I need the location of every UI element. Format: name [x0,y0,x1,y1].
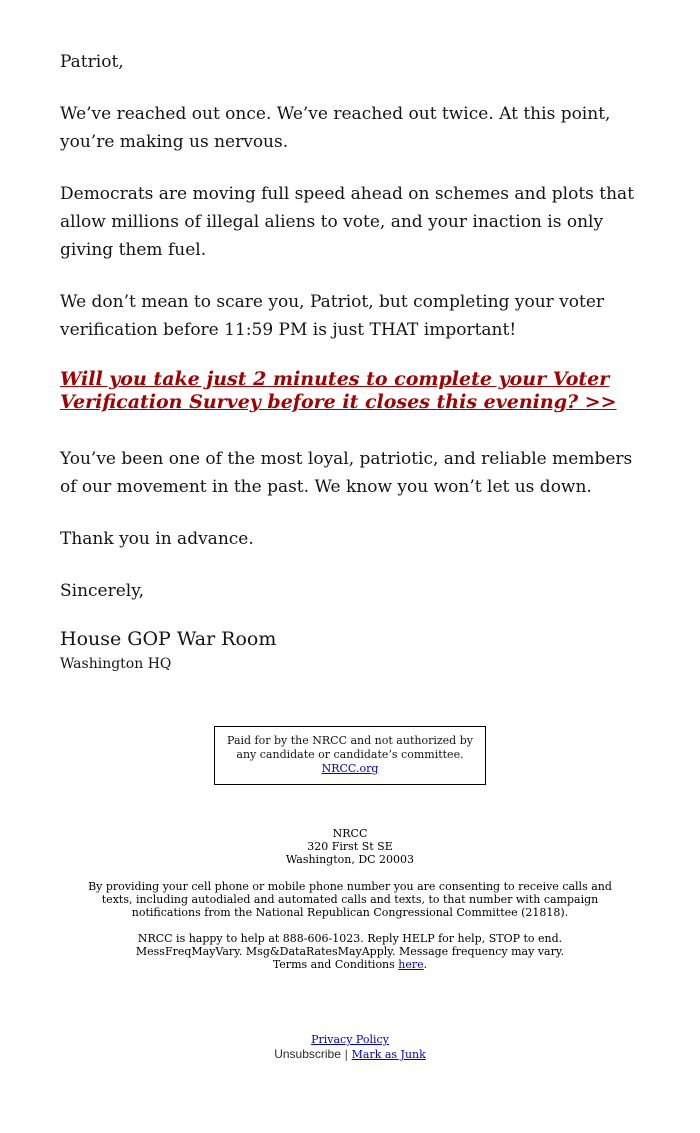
terms-and-conditions-link[interactable]: here [398,958,424,971]
paragraph-3: We don’t mean to scare you, Patriot, but completing your voter verification before 11:59 PM is just THAT important! [60,292,605,340]
privacy-row [0,1033,700,1046]
mark-as-junk-link[interactable]: Mark as Junk [351,1048,426,1061]
footer-address-city: Washington, DC 20003 [285,853,415,866]
paid-for-text: Paid for by the NRCC and not authorized by any candidate or candidate’s committee. [227,734,473,761]
sms-help-text [119,932,581,971]
paragraph-thanks: Thank you in advance. [60,529,254,549]
help-text-period: . [423,958,428,971]
footer-address-street: 320 First St SE [307,840,393,853]
nrcc-org-link[interactable]: NRCC.org [321,762,379,775]
voter-verification-survey-link[interactable]: Will you take just 2 minutes to complete your Voter Verification Survey before it closes this evening? >> [60,368,617,413]
help-text-body: NRCC is happy to help at 888-606-1023. Reply HELP for help, STOP to end. MessFreqMayVary. Msg&DataRatesMayApply. Message frequency may vary. Terms and Conditions [135,932,565,971]
paragraph-1: We’ve reached out once. We’ve reached out twice. At this point, you’re making us nervous. [60,104,611,152]
privacy-policy-link[interactable]: Privacy Policy [311,1033,389,1046]
paragraph-4: You’ve been one of the most loyal, patriotic, and reliable members of our movement in the past. We know you won’t let us down. [60,449,633,497]
unsubscribe-row [0,1048,700,1061]
signature-name: House GOP War Room [60,628,277,650]
unsubscribe-link[interactable]: Unsubscribe [274,1047,341,1061]
signature-location: Washington HQ [60,656,172,672]
paragraph-2: Democrats are moving full speed ahead on schemes and plots that allow millions of illegal aliens to vote, and your inaction is only giving them fuel. [60,184,635,260]
separator: | [344,1048,349,1061]
footer-org-name: NRCC [332,827,368,840]
email-footer [0,827,700,1061]
paid-for-disclaimer-box [214,726,486,785]
greeting: Patriot, [60,52,124,72]
cta-paragraph [60,368,652,417]
paragraph-sincerely: Sincerely, [60,581,144,601]
sms-consent-text: By providing your cell phone or mobile phone number you are consenting to receive calls and texts, including autodialed and automated calls and texts, to that number with campaign notifications from the National Republican Congressional Committee (21818). [88,880,612,919]
